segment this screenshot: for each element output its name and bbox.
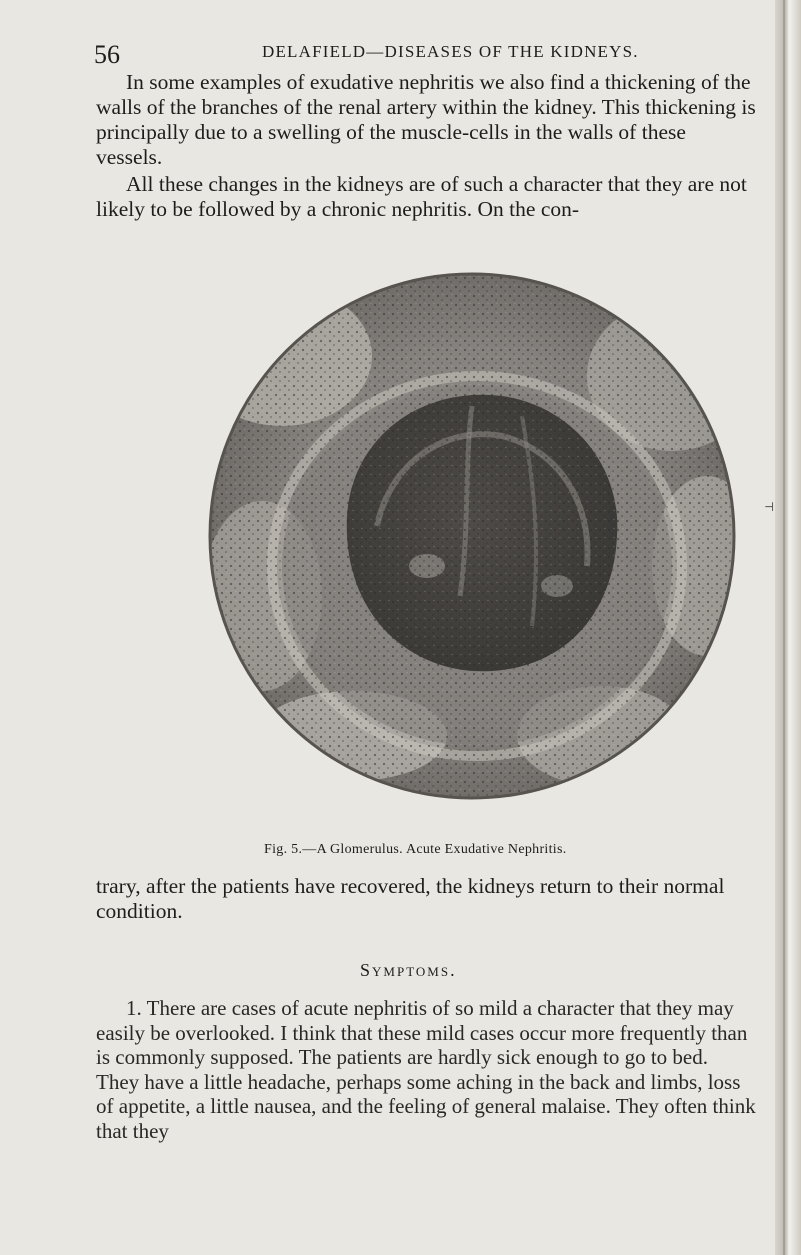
paragraph-1: In some examples of exudative nephritis we also find a thickening of the walls of the branches of the renal artery within the kidney. This thickening is principally due to a swelling of the muscle-cells in the walls of these vessels.: [96, 70, 756, 169]
figure-caption: Fig. 5.—A Glomerulus. Acute Exudative Nephritis.: [264, 842, 567, 857]
section-heading: Symptoms.: [360, 960, 457, 980]
page-number: 56: [94, 40, 120, 69]
paragraph-3: trary, after the patients have recovered, the kidneys return to their normal condition.: [96, 874, 725, 923]
glomerulus-micrograph: [202, 266, 742, 806]
crop-mark: ⊣: [764, 500, 775, 514]
paragraph-2: All these changes in the kidneys are of such a character that they are not likely to be followed by a chronic nephritis. On the con-: [96, 172, 747, 221]
paragraph-4: 1. There are cases of acute nephritis of so mild a character that they may easily be overlooked. I think that these mild cases occur more frequently than is commonly supposed. The patients are hardly sick enough to go to bed. They have a little headache, perhaps some aching in the back and limbs, loss of appetite, a little nausea, and the feeling of general malaise. They often think that they: [96, 996, 756, 1143]
running-head: DELAFIELD—DISEASES OF THE KIDNEYS.: [262, 42, 639, 61]
page-edge: [775, 0, 801, 1255]
